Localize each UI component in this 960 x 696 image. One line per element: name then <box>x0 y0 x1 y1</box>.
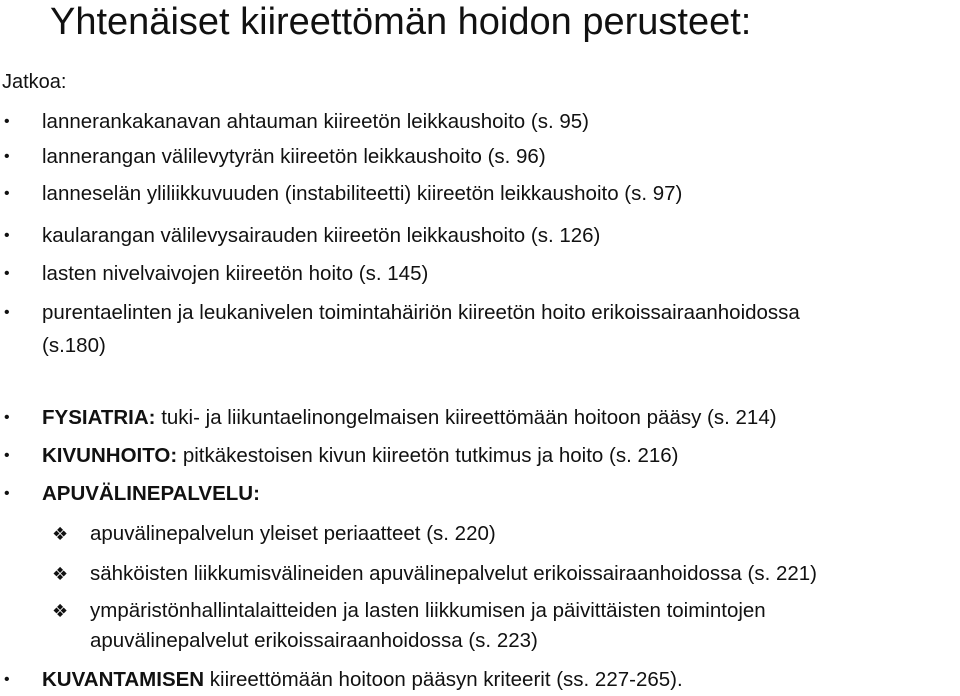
list-item-text: lannerankakanavan ahtauman kiireetön leikkaushoito (s. 95) <box>42 110 590 133</box>
bullet-icon: • <box>4 227 10 244</box>
list-item-text: tuki- ja liikuntaelinongelmaisen kiireettömään hoitoon pääsy (s. 214) <box>155 406 777 429</box>
diamond-bullet-icon: ❖ <box>52 524 69 544</box>
section-heading: FYSIATRIA: <box>42 406 156 429</box>
list-item-text: kaularangan välilevysairauden kiireetön leikkaushoito (s. 126) <box>42 224 601 247</box>
bullet-icon: • <box>4 409 10 426</box>
list-item-text: lannerangan välilevytyrän kiireetön leikkaushoito (s. 96) <box>42 145 546 168</box>
diamond-bullet-icon: ❖ <box>52 601 69 621</box>
list-item-text: ympäristönhallintalaitteiden ja lasten liikkumisen ja päivittäisten toimintojen <box>90 599 766 622</box>
section-heading: KUVANTAMISEN <box>42 668 205 691</box>
bullet-icon: • <box>4 113 10 130</box>
section-heading: APUVÄLINEPALVELU: <box>42 482 260 505</box>
bullet-icon: • <box>4 671 10 688</box>
bullet-icon: • <box>4 447 10 464</box>
bullet-icon: • <box>4 265 10 282</box>
diamond-bullet-icon: ❖ <box>52 564 69 584</box>
list-item-continuation: (s.180) <box>42 334 106 357</box>
list-item-text: purentaelinten ja leukanivelen toimintahäiriön kiireetön hoito erikoissairaanhoidossa <box>42 301 800 324</box>
page-title: Yhtenäiset kiireettömän hoidon perusteet: <box>50 1 752 43</box>
bullet-icon: • <box>4 304 10 321</box>
bullet-icon: • <box>4 148 10 165</box>
list-item-text: lanneselän yliliikkuvuuden (instabiliteetti) kiireetön leikkaushoito (s. 97) <box>42 182 683 205</box>
list-item-text: sähköisten liikkumisvälineiden apuvälinepalvelut erikoissairaanhoidossa (s. 221) <box>90 562 818 585</box>
list-item-continuation: apuvälinepalvelut erikoissairaanhoidossa (s. 223) <box>90 629 538 652</box>
list-item-text: pitkäkestoisen kivun kiireetön tutkimus ja hoito (s. 216) <box>177 444 679 467</box>
list-item-text: apuvälinepalvelun yleiset periaatteet (s. 220) <box>90 522 496 545</box>
list-item-text: lasten nivelvaivojen kiireetön hoito (s. 145) <box>42 262 429 285</box>
intro-label: Jatkoa: <box>2 71 67 93</box>
section-heading: KIVUNHOITO: <box>42 444 178 467</box>
bullet-icon: • <box>4 485 10 502</box>
list-item-text: kiireettömään hoitoon pääsyn kriteerit (ss. 227-265). <box>204 668 683 691</box>
bullet-icon: • <box>4 185 10 202</box>
